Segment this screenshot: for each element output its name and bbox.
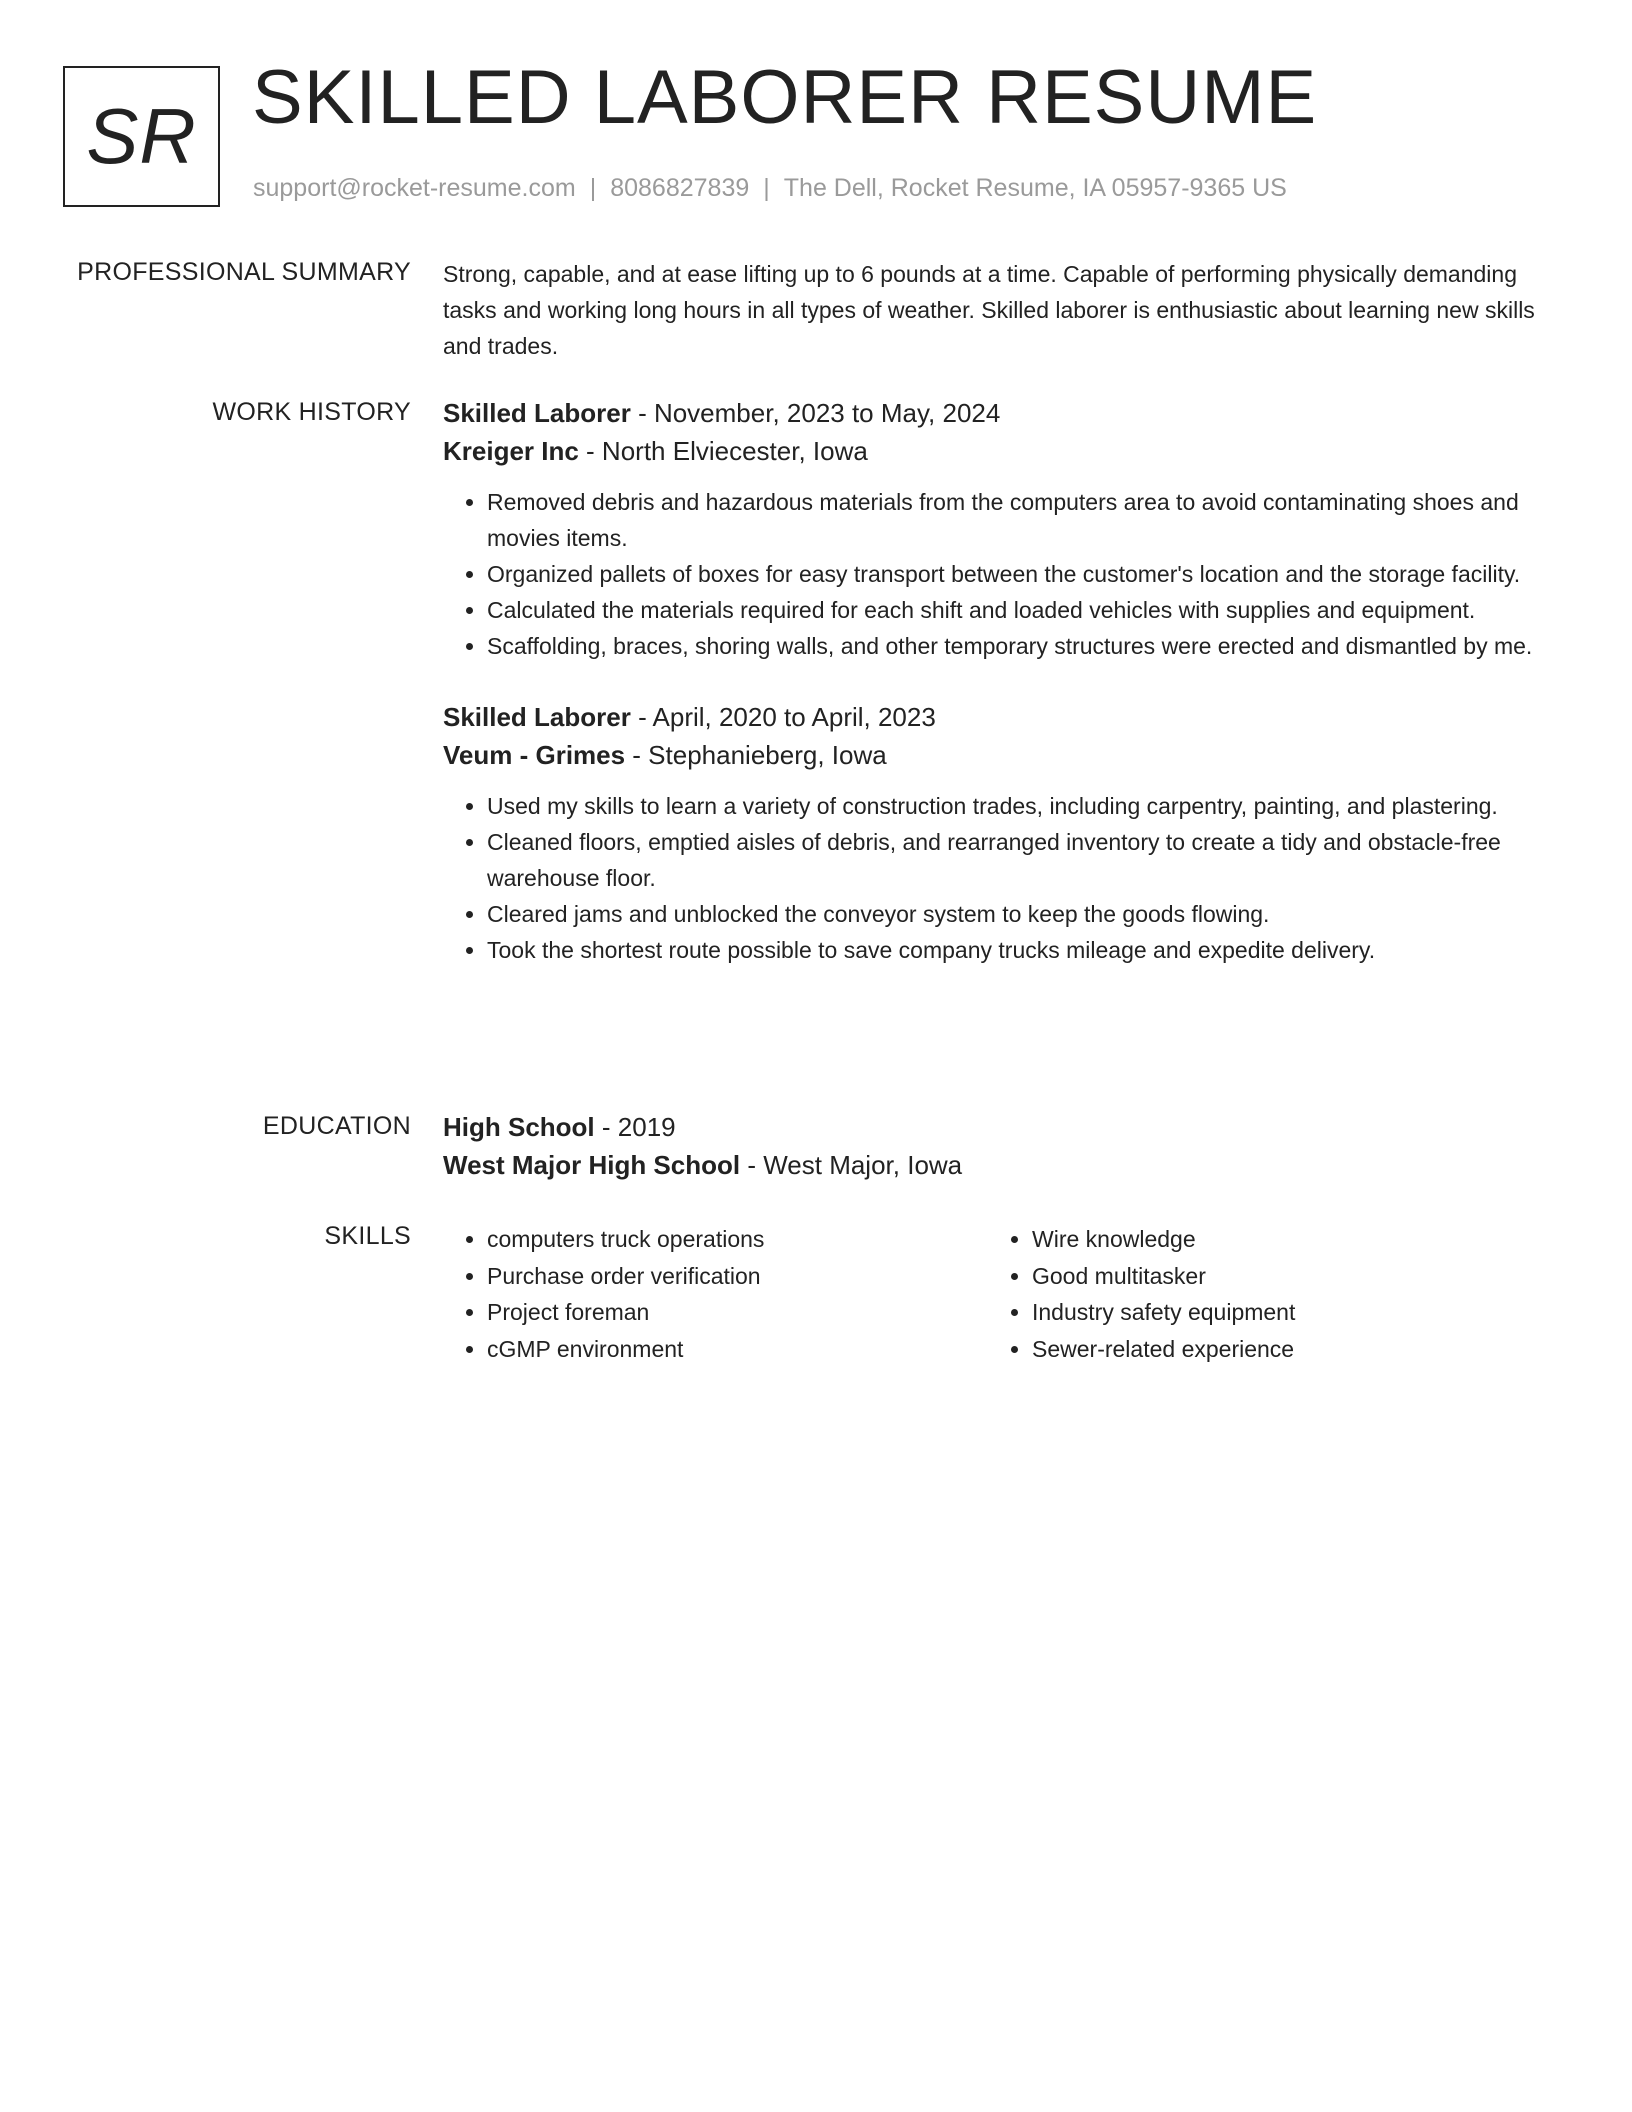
job-company: Kreiger Inc — [443, 436, 579, 466]
job-bullet: • Took the shortest route possible to save company trucks mileage and expedite delivery. — [487, 932, 1563, 968]
education-school: West Major High School — [443, 1150, 741, 1180]
job-title-line — [443, 394, 1563, 432]
skill-item: • Good multitasker — [1032, 1258, 1532, 1295]
contact-separator: | — [589, 174, 597, 202]
job-company-line — [443, 736, 1563, 774]
skill-item: • Industry safety equipment — [1032, 1294, 1532, 1331]
job-entry — [443, 394, 1563, 664]
job-bullet: • Scaffolding, braces, shoring walls, and other temporary structures were erected and dismantled by me. — [487, 628, 1563, 664]
job-bullets — [443, 788, 1563, 968]
job-dates: - April, 2020 to April, 2023 — [630, 702, 936, 732]
skills-body — [443, 1221, 1563, 1367]
section-label-education: EDUCATION — [262, 1112, 411, 1140]
skill-item: • computers truck operations — [487, 1221, 987, 1258]
job-bullet: • Organized pallets of boxes for easy transport between the customer's location and the storage facility. — [487, 556, 1563, 592]
job-company-line — [443, 432, 1563, 470]
job-title: Skilled Laborer — [443, 702, 631, 732]
job-bullet: • Used my skills to learn a variety of construction trades, including carpentry, painting, and plastering. — [487, 788, 1563, 824]
contact-phone[interactable]: 8086827839 — [610, 174, 750, 202]
job-bullet: • Cleaned floors, emptied aisles of debris, and rearranged inventory to create a tidy and obstacle-free warehouse floor. — [487, 824, 1563, 896]
job-location: - Stephanieberg, Iowa — [625, 740, 887, 770]
skills-column-1 — [443, 1221, 987, 1367]
skills-grid — [443, 1221, 1563, 1367]
contact-email[interactable]: support@rocket-resume.com — [253, 174, 576, 202]
summary-text: Strong, capable, and at ease lifting up to 6 pounds at a time. Capable of performing physically demanding tasks and working long hours in all types of weather. Skilled laborer is enthusiastic about learning new skills and trades. — [443, 261, 1535, 359]
contact-separator: | — [763, 174, 770, 202]
job-title: Skilled Laborer — [443, 398, 631, 428]
skill-item: • Wire knowledge — [1032, 1221, 1532, 1258]
job-entry — [443, 698, 1563, 968]
job-title-line — [443, 698, 1563, 736]
education-degree-line — [443, 1108, 1563, 1146]
contact-line — [253, 174, 1287, 203]
job-bullet: • Cleared jams and unblocked the conveyor system to keep the goods flowing. — [487, 896, 1563, 932]
job-company: Veum - Grimes — [443, 740, 626, 770]
job-bullet: • Calculated the materials required for each shift and loaded vehicles with supplies and equipment. — [487, 592, 1563, 628]
section-label-work-history: WORK HISTORY — [212, 398, 411, 426]
skill-item: • Purchase order verification — [487, 1258, 987, 1295]
resume-title: SKILLED LABORER RESUME — [252, 55, 1318, 140]
skill-item: • Project foreman — [487, 1294, 987, 1331]
job-dates: - November, 2023 to May, 2024 — [630, 398, 1001, 428]
education-location: - West Major, Iowa — [740, 1150, 963, 1180]
summary-body — [443, 256, 1563, 364]
education-year: - 2019 — [594, 1112, 676, 1142]
section-label-summary: PROFESSIONAL SUMMARY — [77, 258, 411, 286]
monogram-initials: SR — [86, 92, 197, 180]
education-school-line — [443, 1146, 1563, 1184]
job-location: - North Elviecester, Iowa — [578, 436, 868, 466]
skill-item: • Sewer-related experience — [1032, 1331, 1532, 1368]
skill-item: • cGMP environment — [487, 1331, 987, 1368]
education-body — [443, 1108, 1563, 1184]
job-bullets — [443, 484, 1563, 664]
job-bullet: • Removed debris and hazardous materials from the computers area to avoid contaminating shoes and movies items. — [487, 484, 1563, 556]
monogram-box — [63, 66, 220, 207]
contact-address: The Dell, Rocket Resume, IA 05957-9365 US — [783, 174, 1287, 202]
section-label-skills: SKILLS — [324, 1222, 411, 1250]
skills-column-2 — [987, 1221, 1532, 1367]
education-degree: High School — [443, 1112, 595, 1142]
work-history-body — [443, 394, 1563, 968]
